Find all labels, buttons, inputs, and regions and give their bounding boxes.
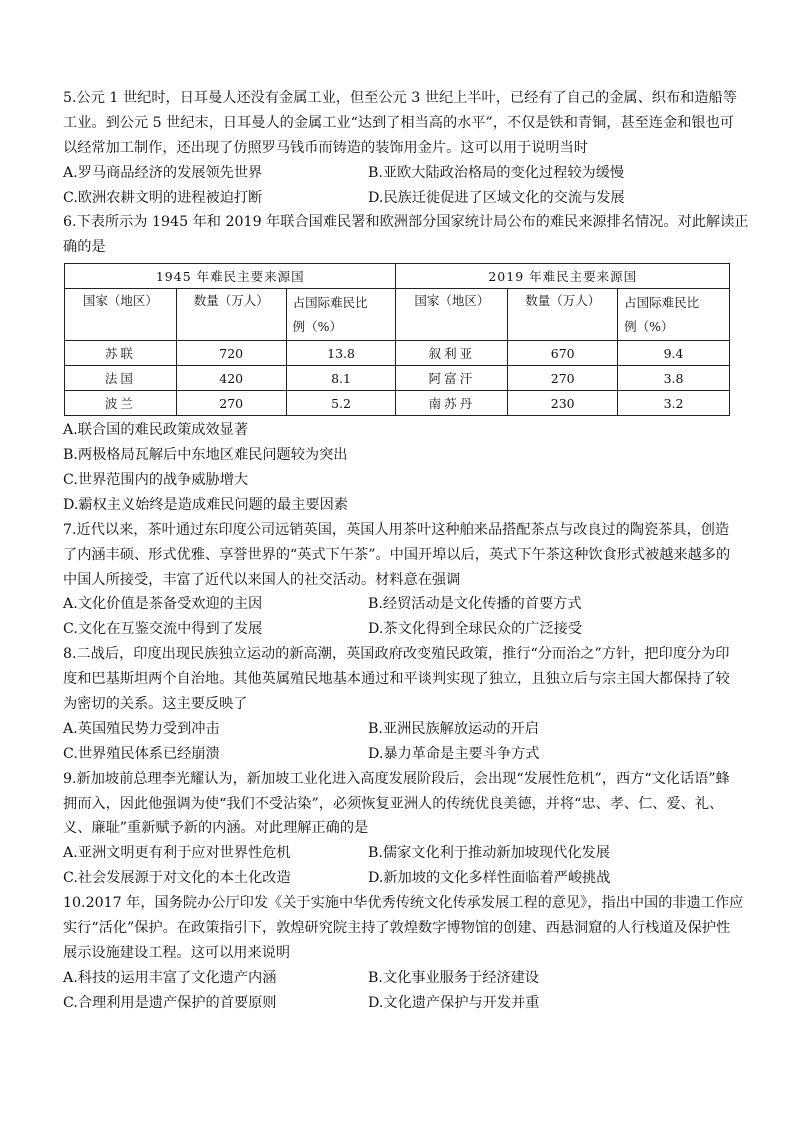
table-cell-ratio-1945: 13.8 [286, 341, 396, 366]
question-7-stem-line-1: 7.近代以来，茶叶通过东印度公司远销英国，英国人用茶叶这种舶来品搭配茶点与改良过的陶瓷茶具，创造 [63, 521, 730, 538]
question-5-stem-line-2: 工业。到公元 5 世纪末，日耳曼人的金属工业“达到了相当高的水平”，不仅是铁和青铜，甚至连金和银也可 [63, 114, 734, 131]
question-7-option-a: A.文化价值是茶备受欢迎的主因 [63, 596, 263, 613]
question-5-stem-line-1: 5.公元 1 世纪时，日耳曼人还没有金属工业，但至公元 3 世纪上半叶，已经有了自己的金属、织布和造船等 [63, 90, 737, 106]
column-header-count: 数量（万人） [508, 289, 618, 341]
question-6 [63, 210, 749, 517]
question-10-option-b: B.文化事业服务于经济建设 [368, 969, 539, 986]
question-8-option-c: C.世界殖民体系已经崩溃 [63, 745, 220, 762]
column-header-ratio [618, 289, 730, 341]
table-cell-country-1945: 法国 [65, 366, 177, 391]
question-5-option-a: A.罗马商品经济的发展领先世界 [63, 164, 263, 181]
question-8-stem-line-3: 为密切的关系。这主要反映了 [63, 696, 248, 713]
table-cell-count-2019: 670 [508, 341, 618, 366]
question-10-stem-line-1: 10.2017 年，国务院办公厅印发《关于实施中华优秀传统文化传承发展工程的意见》，指出中国的非遗工作应 [63, 895, 744, 912]
table-cell-country-2019: 阿富汗 [396, 366, 508, 391]
question-8-stem-line-2: 度和巴基斯坦两个自治地。其他英属殖民地基本通过和平谈判实现了独立，且独立后与宗主国大都保持了较 [63, 671, 730, 688]
refugee-source-table [64, 263, 730, 416]
question-7-option-b: B.经贸活动是文化传播的首要方式 [368, 596, 582, 613]
table-cell-count-2019: 270 [508, 366, 618, 391]
table-cell-ratio-2019: 3.2 [618, 391, 730, 416]
table-cell-count-1945: 720 [176, 341, 286, 366]
column-header-ratio-line-2: 例（%） [292, 318, 343, 334]
question-5 [63, 86, 737, 210]
question-6-stem-line-1: 6.下表所示为 1945 年和 2019 年联合国难民署和欧洲部分国家统计局公布的难民来源排名情况。对此解读正 [63, 214, 749, 231]
column-header-ratio [286, 289, 396, 341]
question-7-option-c: C.文化在互鉴交流中得到了发展 [63, 621, 263, 638]
question-9-option-b: B.儒家文化利于推动新加坡现代化发展 [368, 845, 610, 862]
question-8-option-a: A.英国殖民势力受到冲击 [63, 720, 220, 737]
question-6-option-c: C.世界范围内的战争威胁增大 [63, 472, 249, 489]
exam-page [63, 86, 749, 1016]
question-6-option-a: A.联合国的难民政策成效显著 [63, 422, 249, 439]
question-9 [63, 767, 731, 891]
question-7-option-d: D.茶文化得到全球民众的广泛接受 [368, 621, 583, 638]
column-header-ratio-line-1: 占国际难民比 [292, 294, 368, 310]
question-7-stem-line-3: 中国人所接受，丰富了近代以来国人的社交活动。材料意在强调 [63, 571, 461, 588]
table-cell-country-1945: 波兰 [65, 391, 177, 416]
table-cell-ratio-1945: 5.2 [286, 391, 396, 416]
table-row [65, 341, 730, 366]
question-5-option-b: B.亚欧大陆政治格局的变化过程较为缓慢 [368, 164, 625, 181]
question-10-stem-line-3: 展示设施建设工程。这可以用来说明 [63, 944, 291, 961]
question-8-stem-line-1: 8.二战后，印度出现民族独立运动的新高潮，英国政府改变殖民政策，推行“分而治之”方针，把印度分为印 [63, 646, 730, 663]
question-5-option-c: C.欧洲农耕文明的进程被迫打断 [63, 189, 263, 206]
question-9-option-a: A.亚洲文明更有利于应对世界性危机 [63, 845, 291, 862]
question-6-option-b: B.两极格局瓦解后中东地区难民问题较为突出 [63, 447, 348, 464]
question-10-option-c: C.合理利用是遗产保护的首要原则 [63, 994, 277, 1011]
question-8-option-b: B.亚洲民族解放运动的开启 [368, 720, 539, 737]
table-cell-ratio-2019: 9.4 [618, 341, 730, 366]
column-header-ratio-line-2: 例（%） [624, 318, 674, 334]
table-cell-ratio-2019: 3.8 [618, 366, 730, 391]
table-row [65, 366, 730, 391]
question-9-stem-line-1: 9.新加坡前总理李光耀认为，新加坡工业化进入高度发展阶段后，会出现“发展性危机”，西方“文化话语”蜂 [63, 770, 730, 787]
table-row [65, 391, 730, 416]
question-9-option-c: C.社会发展源于对文化的本土化改造 [63, 870, 291, 887]
question-10-stem-line-2: 实行“活化”保护。在政策指引下，敦煌研究院主持了敦煌数字博物馆的创建、西悬洞窟的人行栈道及保护性 [63, 920, 731, 937]
question-8 [63, 642, 731, 766]
table-cell-count-1945: 270 [176, 391, 286, 416]
column-header-country: 国家（地区） [65, 289, 177, 341]
table-cell-count-2019: 230 [508, 391, 618, 416]
table-header-1945: 1945 年难民主要来源国 [65, 264, 396, 289]
table-cell-ratio-1945: 8.1 [286, 366, 396, 391]
question-9-option-d: D.新加坡的文化多样性面临着严峻挑战 [368, 870, 611, 887]
column-header-ratio-line-1: 占国际难民比 [624, 294, 700, 310]
question-6-stem-line-2: 确的是 [63, 239, 106, 256]
question-9-stem-line-3: 义、廉耻”重新赋予新的内涵。对此理解正确的是 [63, 820, 369, 837]
question-7 [63, 518, 731, 642]
table-header-2019: 2019 年难民主要来源国 [396, 264, 730, 289]
question-5-option-d: D.民族迁徙促进了区域文化的交流与发展 [368, 189, 625, 206]
question-10-option-d: D.文化遗产保护与开发并重 [368, 994, 540, 1011]
question-8-option-d: D.暴力革命是主要斗争方式 [368, 745, 540, 762]
question-10 [63, 891, 744, 1015]
question-5-stem-line-3: 以经常加工制作，还出现了仿照罗马钱币而铸造的装饰用金片。这可以用于说明当时 [63, 139, 588, 156]
column-header-count: 数量（万人） [176, 289, 286, 341]
table-cell-count-1945: 420 [176, 366, 286, 391]
table-cell-country-1945: 苏联 [65, 341, 177, 366]
table-cell-country-2019: 叙利亚 [396, 341, 508, 366]
table-cell-country-2019: 南苏丹 [396, 391, 508, 416]
question-7-stem-line-2: 了内涵丰硕、形式优雅、享誉世界的“英式下午茶”。中国开埠以后，英式下午茶这种饮食形式被越来越多的 [63, 546, 731, 563]
question-10-option-a: A.科技的运用丰富了文化遗产内涵 [63, 969, 277, 986]
column-header-country: 国家（地区） [396, 289, 508, 341]
question-9-stem-line-2: 拥而入，因此他强调为使“我们不受沾染”，必须恢复亚洲人的传统优良美德，并将“忠、孝、仁、爱、礼、 [63, 795, 724, 812]
question-6-option-d: D.霸权主义始终是造成难民问题的最主要因素 [63, 496, 348, 513]
